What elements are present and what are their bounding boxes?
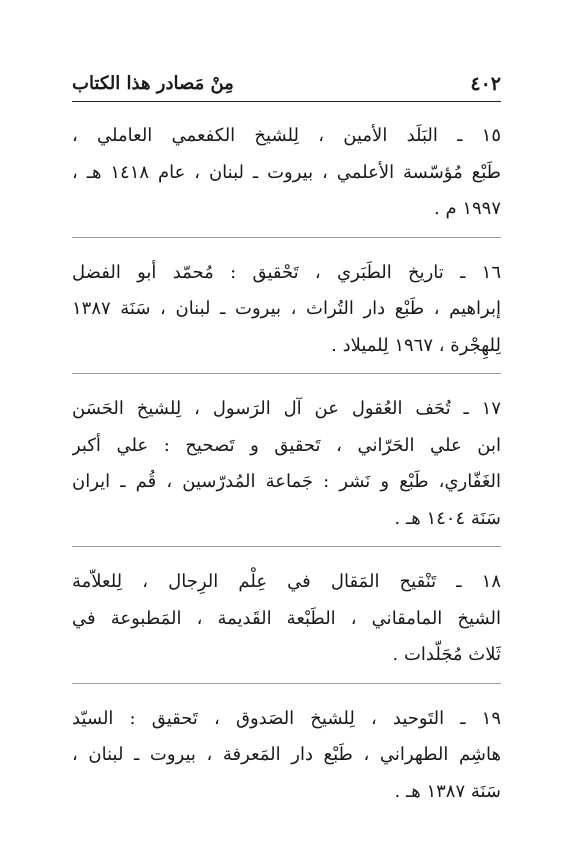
entry-line: ١٦ ـ تاريخ الطَبَري ، تَحْقيق : مُحمّد أبو الفضل [72, 261, 501, 283]
bibliography-entry-18 [72, 564, 501, 684]
bibliography-entry-17 [72, 391, 501, 547]
header-rule [72, 101, 501, 102]
entry-line: إبراهيم ، طَبْع دار التُراث ، بيروت ـ لبنان ، سَنَة ١٣٨٧ [72, 298, 501, 319]
entry-line: ١٥ ـ البَلَد الأمين ، لِلشيخ الكفعمي العاملي ، [72, 125, 501, 146]
entry-line: ١٨ ـ تَنْقيح المَقال في عِلْم الرِجال ، لِلعلاّمة [72, 571, 501, 592]
bibliography-entry-15 [72, 118, 501, 238]
entry-line: ثَلاث مُجَلّدات . [392, 644, 501, 665]
entry-line: سَنَة ١٤٠٤ هـ . [394, 507, 501, 529]
bibliography-entry-16 [72, 255, 501, 375]
entry-line: ١٧ ـ تُحَف العُقول عن آل الرَسول ، لِلشيخ الحَسَن [72, 398, 501, 419]
page-number: ٤٠٢ [470, 73, 501, 95]
entry-line: طَبْع مُؤسّسة الأعلمي ، بيروت ـ لبنان ، عام ١٤١٨ هـ ، [72, 161, 501, 183]
entry-line: ١٩ ـ التَوحيد ، لِلشيخ الصَدوق ، تَحقيق : السيّد [72, 707, 501, 729]
running-title: مِنْ مَصادر هذا الكتاب [72, 73, 234, 94]
bibliography-entry-19 [72, 701, 501, 820]
bibliography-list [72, 118, 501, 836]
entry-line: سَنَة ١٣٨٧ هـ . [394, 780, 501, 802]
entry-line: الغَفّاري، طَبْع و نَشر : جَماعة المُدرّسين ، قُم ـ ايران [72, 471, 501, 492]
entry-line: ١٩٩٧ م . [434, 198, 501, 219]
entry-line: هاشِم الطهراني ، طَبْع دار المَعرفة ، بيروت ـ لبنان ، [72, 744, 501, 765]
entry-line: لِلهِجْرة ، ١٩٦٧ لِلميلاد . [331, 334, 501, 356]
entry-line: الشيخ المامقاني ، الطَبْعة القَديمة ، المَطبوعة في [72, 607, 501, 629]
entry-line: ابن علي الحَرّاني ، تَحقيق و تَصحيح : علي أكبر [72, 434, 501, 456]
page-header [72, 72, 501, 98]
